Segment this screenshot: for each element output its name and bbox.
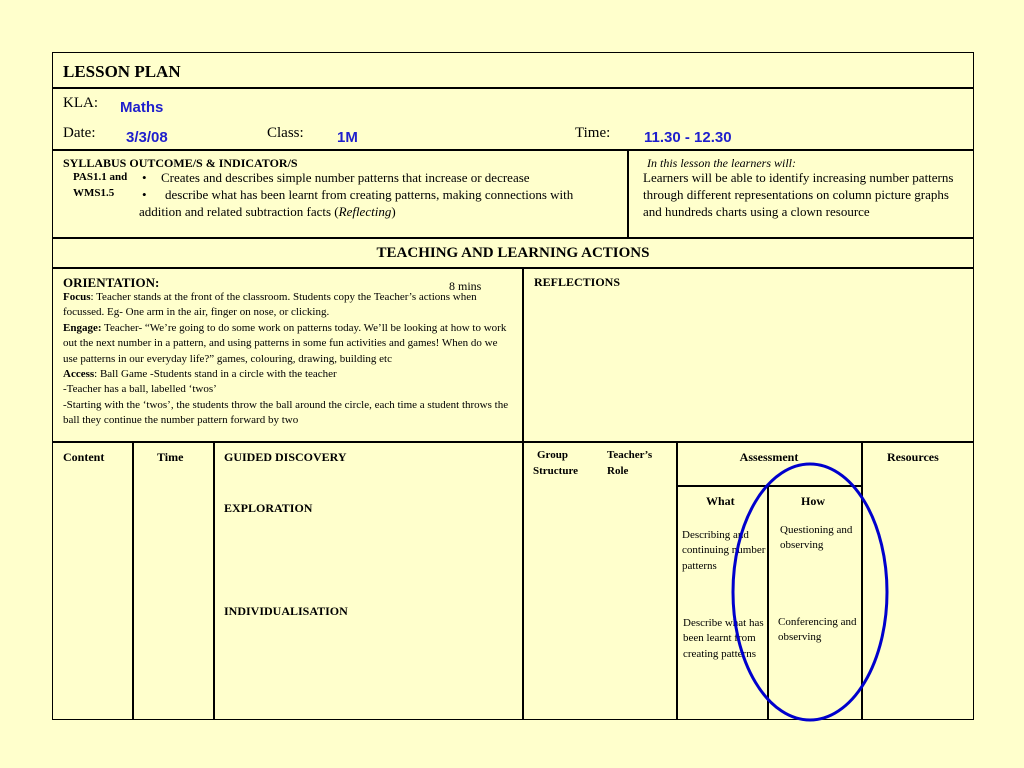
time-value: 11.30 - 12.30 [644, 129, 732, 146]
bullet-icon: • [142, 170, 147, 185]
syllabus-code: WMS1.5 [73, 187, 115, 199]
individualisation-heading: INDIVIDUALISATION [224, 604, 348, 618]
kla-label: KLA: [63, 95, 98, 111]
assessment-how: Questioning and observing [780, 524, 853, 552]
time-heading: Time [157, 450, 184, 464]
assessment-how: Conferencing and observing [778, 616, 857, 644]
assessment-what: Describe what has been learnt from creating patterns [683, 617, 764, 660]
date-value: 3/3/08 [126, 129, 168, 146]
syllabus-heading: SYLLABUS OUTCOME/S & INDICATOR/S [63, 156, 298, 170]
resources-heading: Resources [887, 450, 939, 464]
outcome-text: describe what has been learnt from creating patterns, making connections with [165, 187, 574, 202]
time-label: Time: [575, 125, 611, 141]
teacher-role-heading: Role [607, 465, 629, 477]
learners-text: Learners will be able to identify increasing number patterns through different representations on column picture graphs and hundreds charts using a clown resource [643, 170, 954, 219]
class-label: Class: [267, 125, 304, 141]
group-heading: Structure [533, 465, 579, 477]
kla-value: Maths [120, 99, 164, 116]
date-label: Date: [63, 125, 96, 141]
page-title: LESSON PLAN [63, 62, 181, 81]
exploration-heading: EXPLORATION [224, 501, 313, 515]
syllabus-code: PAS1.1 and [73, 171, 128, 183]
assessment-what: Describing and continuing number patterns [682, 529, 766, 572]
orientation-heading: ORIENTATION: [63, 275, 160, 290]
group-heading: Group [537, 449, 568, 461]
orientation-duration: 8 mins [449, 279, 482, 293]
learners-heading: In this lesson the learners will: [647, 156, 796, 170]
class-value: 1M [337, 129, 358, 146]
outcome-text: addition and related subtraction facts (Reflecting) [139, 204, 396, 219]
orientation-text: Focus: Teacher stands at the front of the classroom. Students copy the Teacher’s actions when focussed. Eg- One arm in the air, finger on nose, or clicking. Engage: Teacher- “We’re going to do some work on patterns today. We’ll be looking at how to work out the next number in a pattern, and using patterns in some fun activities and games! When do we use patterns in our everyday life?” games, colouring, drawing, building etc Access: Ball Game -Students stand in a circle with the teacher -Teacher has a ball, labelled ‘twos’ -Starting with the ‘twos’, the students throw the ball around the circle, each time a student throws the ball they continue the number pattern forward by two [63, 291, 509, 427]
assessment-heading: Assessment [739, 450, 799, 464]
annotation-ellipse [733, 464, 887, 720]
how-heading: How [801, 494, 825, 508]
section-heading: TEACHING AND LEARNING ACTIONS [376, 245, 650, 261]
reflections-heading: REFLECTIONS [534, 275, 621, 289]
outcome-text: Creates and describes simple number patterns that increase or decrease [161, 170, 530, 185]
bullet-icon: • [142, 187, 147, 202]
what-heading: What [706, 494, 735, 508]
guided-discovery-heading: GUIDED DISCOVERY [224, 450, 347, 464]
content-heading: Content [63, 450, 105, 464]
teacher-role-heading: Teacher’s [607, 449, 653, 461]
